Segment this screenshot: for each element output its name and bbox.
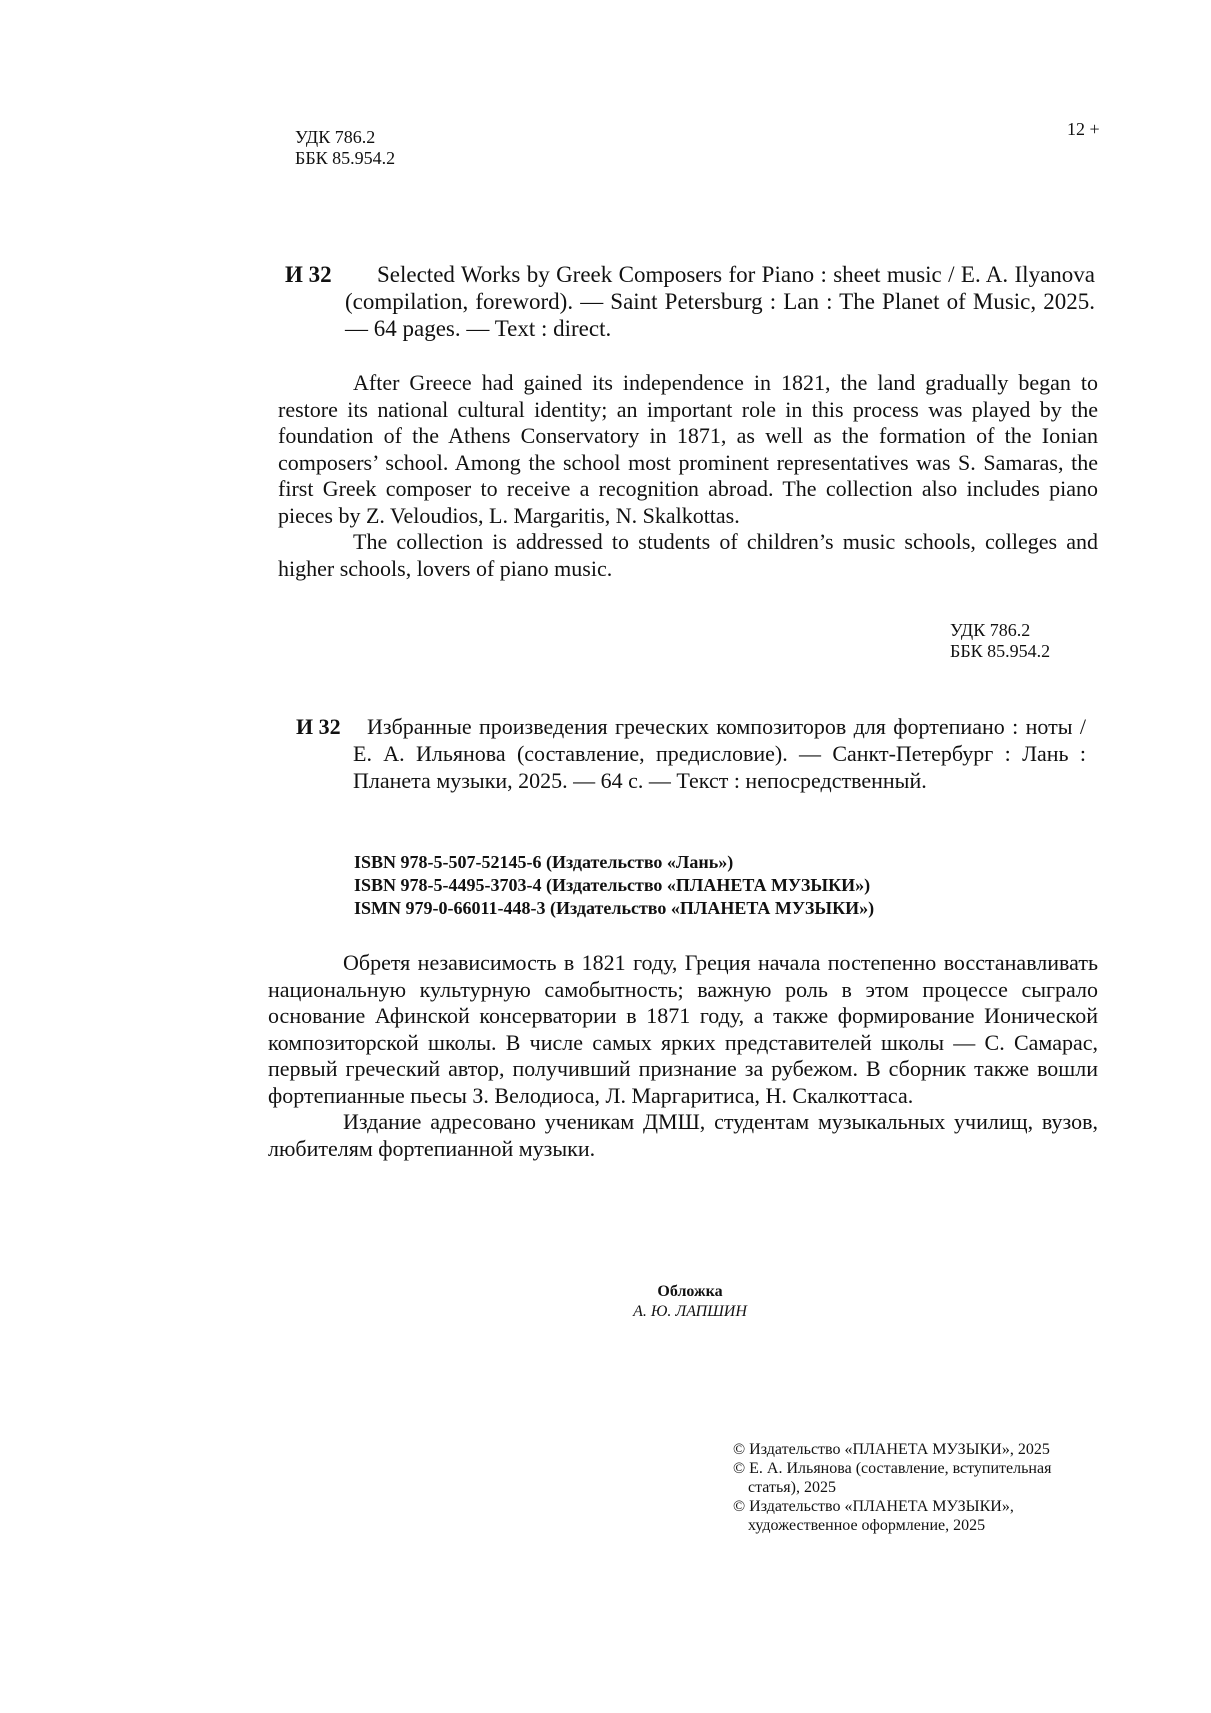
copyright-line: © Издательство «ПЛАНЕТА МУЗЫКИ», 2025: [733, 1441, 1050, 1458]
udk-code: УДК 786.2: [295, 127, 376, 147]
abstract-paragraph: The collection is addressed to students of children’s music schools, colleges and higher schools, lovers of piano music.: [278, 529, 1098, 581]
udk-code: УДК 786.2: [950, 620, 1031, 640]
copyright-line: © Е. А. Ильянова (составление, вступительная статья), 2025: [733, 1460, 1052, 1496]
abstract-english: [278, 370, 1098, 582]
abstract-paragraph: Издание адресовано ученикам ДМШ, студентам музыкальных училищ, вузов, любителям фортепианной музыки.: [268, 1109, 1098, 1161]
author-mark: И 32: [285, 262, 332, 287]
copyright-line: © Издательство «ПЛАНЕТА МУЗЫКИ», художественное оформление, 2025: [733, 1498, 1014, 1534]
catalog-entry-russian: [296, 713, 1086, 794]
abstract-paragraph: Обретя независимость в 1821 году, Греция начала постепенно восстанавливать национальную культурную самобытность; важную роль в этом процессе сыграло основание Афинской консерватории в 1871 году, а также формирование Ионической композиторской школы. В числе самых ярких представителей школы — С. Самарас, первый греческий автор, получивший признание за рубежом. В сборник также вошли фортепианные пьесы З. Велодиоса, Л. Маргаритиса, Н. Скалкоттаса.: [268, 950, 1098, 1108]
cover-credit: [580, 1282, 800, 1322]
bbk-code: ББК 85.954.2: [950, 641, 1051, 661]
isbn-line: ISBN 978-5-4495-3703-4 (Издательство «ПЛАНЕТА МУЗЫКИ»): [354, 875, 871, 895]
bbk-code: ББК 85.954.2: [295, 148, 396, 168]
catalog-entry-text: Selected Works by Greek Composers for Piano : sheet music / E. A. Ilyanova (compilation, foreword). — Saint Petersburg : Lan : The Planet of Music, 2025. — 64 pages. — Text : direct.: [345, 262, 1095, 341]
abstract-paragraph: After Greece had gained its independence in 1821, the land gradually began to restore its national cultural identity; an important role in this process was played by the foundation of the Athens Conservatory in 1871, as well as the formation of the Ionian composers’ school. Among the school most prominent representatives was S. Samaras, the first Greek composer to receive a recognition abroad. The collection also includes piano pieces by Z. Veloudios, L. Margaritis, N. Skalkottas.: [278, 370, 1098, 528]
age-rating: 12 +: [1067, 119, 1100, 139]
catalog-entry-text: Избранные произведения греческих композиторов для фортепиано : ноты / Е. А. Ильянова (составление, предисловие). — Санкт-Петербург : Лань : Планета музыки, 2025. — 64 с. — Текст : непосредственный.: [353, 714, 1086, 793]
abstract-russian: [268, 950, 1098, 1162]
isbn-line: ISBN 978-5-507-52145-6 (Издательство «Лань»): [354, 852, 734, 872]
ismn-line: ISMN 979-0-66011-448-3 (Издательство «ПЛАНЕТА МУЗЫКИ»): [354, 898, 875, 918]
catalog-entry-english: [285, 261, 1095, 342]
isbn-block: [354, 851, 874, 920]
author-mark: И 32: [296, 714, 341, 739]
cover-label: Обложка: [657, 1283, 723, 1300]
top-classification-codes: [295, 127, 395, 169]
right-classification-codes: [950, 620, 1050, 662]
copyright-block: [733, 1440, 1093, 1535]
cover-designer: А. Ю. ЛАПШИН: [633, 1303, 747, 1320]
